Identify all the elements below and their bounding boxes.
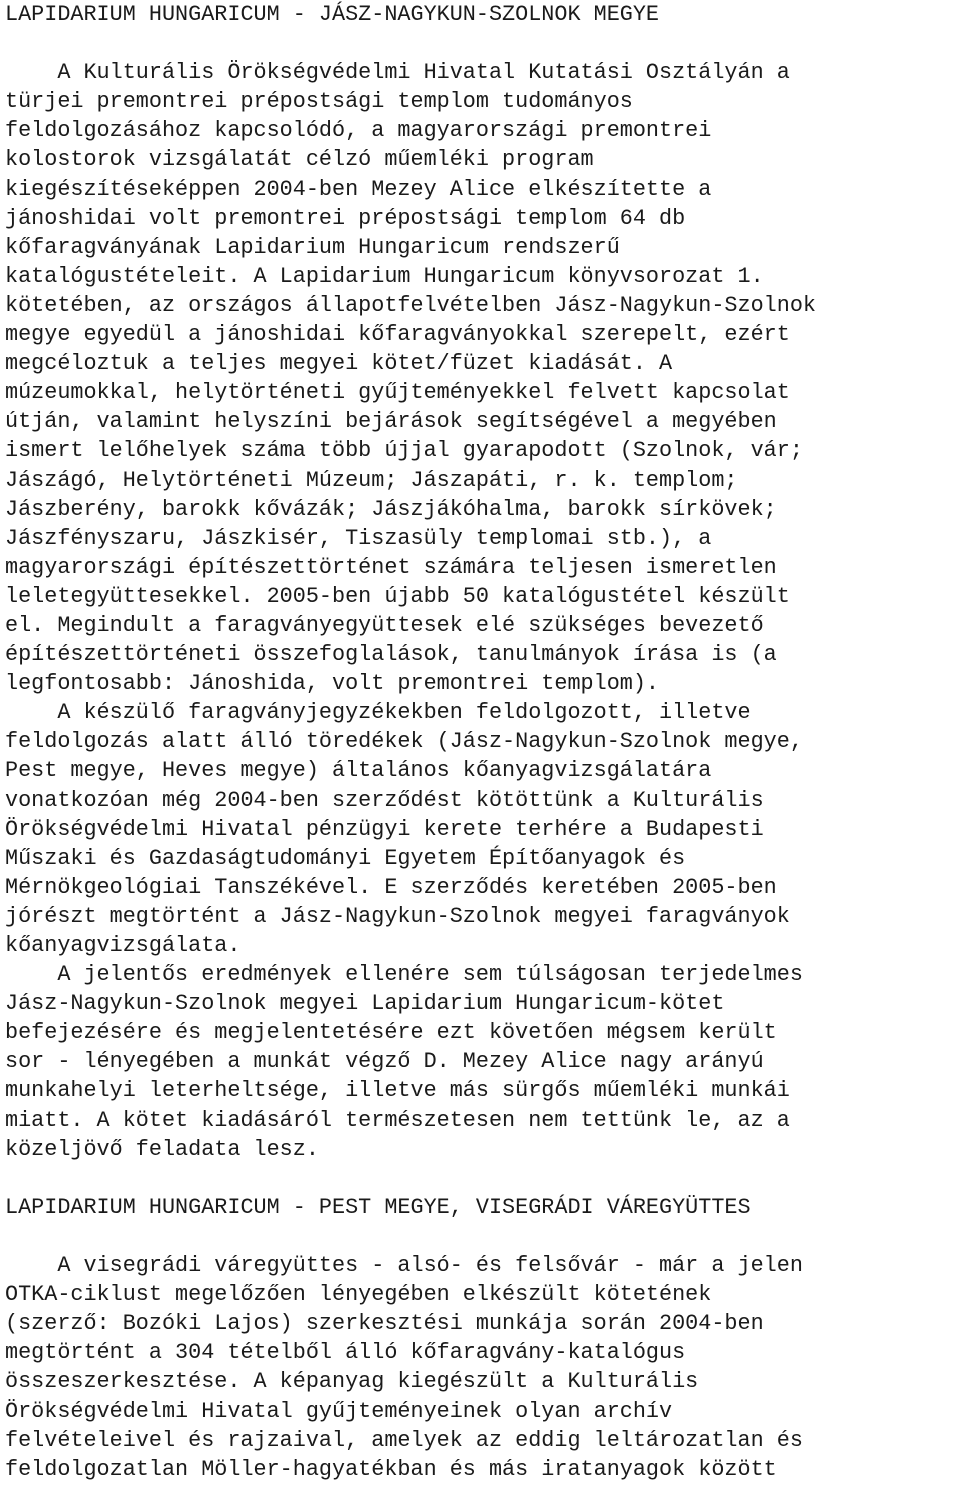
text-line: múzeumokkal, helytörténeti gyűjteményekkel felvett kapcsolat (5, 380, 790, 406)
text-line: magyarországi építészettörténet számára teljesen ismeretlen (5, 554, 777, 580)
text-line: kötetében, az országos állapotfelvételben Jász-Nagykun-Szolnok (5, 292, 816, 318)
text-line: Mérnökgeológiai Tanszékével. E szerződés keretében 2005-ben (5, 874, 777, 900)
text-line: Jász-Nagykun-Szolnok megyei Lapidarium Hungaricum-kötet (5, 991, 725, 1017)
text-line: útján, valamint helyszíni bejárások segítségével a megyében (5, 409, 777, 435)
text-line: ismert lelőhelyek száma több újjal gyarapodott (Szolnok, vár; (5, 438, 803, 464)
text-line: leletegyüttesekkel. 2005-ben újabb 50 katalógustétel készült (5, 583, 790, 609)
text-line: Műszaki és Gazdaságtudományi Egyetem Építőanyagok és (5, 845, 686, 871)
blank-line (5, 1164, 960, 1193)
text-line: Jászberény, barokk kővázák; Jászjákóhalma, barokk sírkövek; (5, 496, 777, 522)
text-line: Pest megye, Heves megye) általános kőanyagvizsgálatára (5, 758, 712, 784)
text-line: OTKA-ciklust megelőzően lényegében elkészült kötetének (5, 1282, 712, 1308)
section-heading: LAPIDARIUM HUNGARICUM - JÁSZ-NAGYKUN-SZOLNOK MEGYE (5, 2, 660, 27)
text-line: megtörtént a 304 tételből álló kőfaragvány-katalógus (5, 1340, 686, 1366)
text-line: (szerző: Bozóki Lajos) szerkesztési munkája során 2004-ben (5, 1311, 764, 1337)
text-line: feldolgozatlan Möller-hagyatékban és más iratanyagok között (5, 1456, 777, 1482)
text-line: el. Megindult a faragványegyüttesek elé szükséges bevezető (5, 612, 764, 638)
text-line: Örökségvédelmi Hivatal pénzügyi kerete terhére a Budapesti (5, 816, 764, 842)
text-line: A jelentős eredmények ellenére sem túlságosan terjedelmes (5, 962, 803, 988)
text-line: munkahelyi leterheltsége, illetve más sürgős műemléki munkái (5, 1078, 790, 1104)
text-line: sor - lényegében a munkát végző D. Mezey Alice nagy arányú (5, 1049, 764, 1075)
text-line: jánoshidai volt premontrei prépostsági templom 64 db (5, 205, 686, 231)
text-line: jórészt megtörtént a Jász-Nagykun-Szolnok megyei faragványok (5, 903, 790, 929)
text-line: kőanyagvizsgálata. (5, 933, 241, 958)
text-line: felvételeivel és rajzaival, amelyek az eddig leltározatlan és (5, 1427, 803, 1453)
text-line: kőfaragványának Lapidarium Hungaricum rendszerű (5, 234, 620, 260)
document-page (5, 0, 960, 1484)
text-line: befejezésére és megjelentetésére ezt követően mégsem került (5, 1020, 777, 1046)
section-body (5, 1251, 960, 1484)
text-line: A készülő faragványjegyzékekben feldolgozott, illetve (5, 700, 751, 726)
text-line: vonatkozóan még 2004-ben szerződést kötöttünk a Kulturális (5, 787, 764, 813)
text-line: kolostorok vizsgálatát célzó műemléki program (5, 147, 594, 173)
text-line: Örökségvédelmi Hivatal gyűjteményeinek olyan archív (5, 1398, 673, 1424)
text-line: türjei premontrei prépostsági templom tudományos (5, 89, 633, 115)
text-line: A visegrádi váregyüttes - alsó- és felsővár - már a jelen (5, 1253, 803, 1279)
text-line: feldolgozás alatt álló töredékek (Jász-Nagykun-Szolnok megye, (5, 729, 803, 755)
text-line: megcéloztuk a teljes megyei kötet/füzet kiadását. A (5, 351, 673, 377)
section-body (5, 58, 960, 1164)
text-line: feldolgozásához kapcsolódó, a magyarországi premontrei (5, 118, 712, 144)
text-line: összeszerkesztése. A képanyag kiegészült a Kulturális (5, 1369, 699, 1395)
text-line: építészettörténeti összefoglalások, tanulmányok írása is (a (5, 642, 777, 668)
text-line: közeljövő feladata lesz. (5, 1136, 319, 1162)
text-line: katalógustételeit. A Lapidarium Hungaricum könyvsorozat 1. (5, 263, 764, 289)
text-line: kiegészítéseképpen 2004-ben Mezey Alice elkészítette a (5, 176, 712, 202)
blank-line (5, 1222, 960, 1251)
blank-line (5, 29, 960, 58)
text-line: A Kulturális Örökségvédelmi Hivatal Kutatási Osztályán a (5, 60, 790, 86)
text-line: miatt. A kötet kiadásáról természetesen nem tettünk le, az a (5, 1107, 790, 1133)
text-line: Jászfényszaru, Jászkisér, Tiszasüly templomai stb.), a (5, 525, 712, 551)
text-line: Jászágó, Helytörténeti Múzeum; Jászapáti, r. k. templom; (5, 467, 738, 493)
text-line: legfontosabb: Jánoshida, volt premontrei templom). (5, 671, 660, 697)
section-heading: LAPIDARIUM HUNGARICUM - PEST MEGYE, VISEGRÁDI VÁREGYÜTTES (5, 1194, 751, 1220)
text-line: megye egyedül a jánoshidai kőfaragványokkal szerepelt, ezért (5, 322, 790, 348)
